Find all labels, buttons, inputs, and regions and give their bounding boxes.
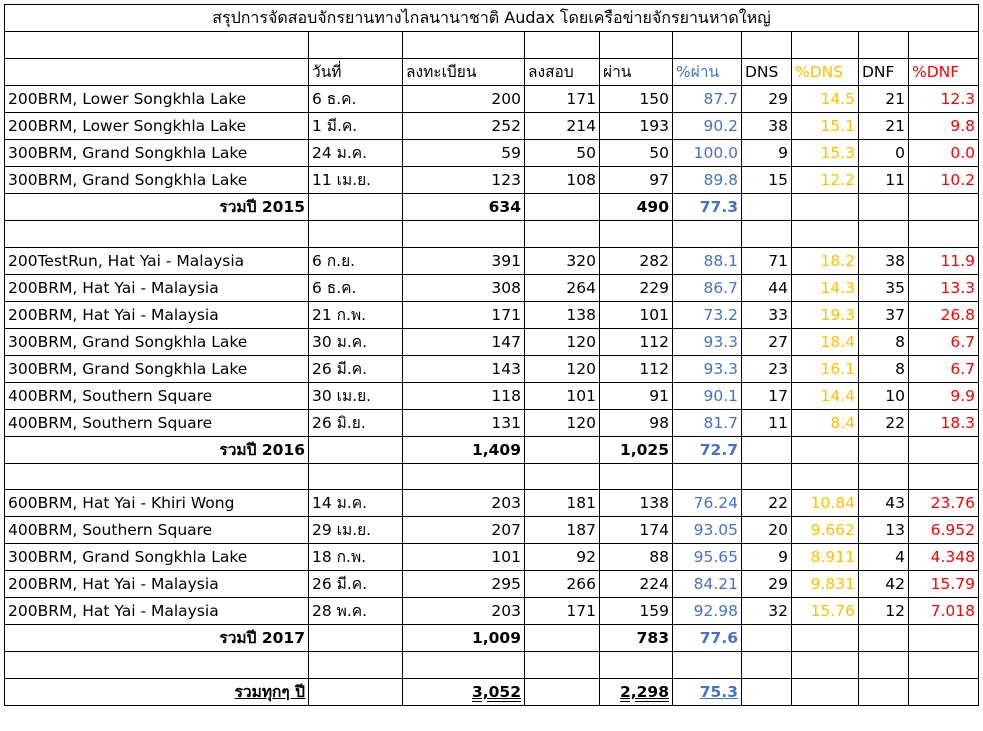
pct-dnf-cell[interactable]: 23.76: [909, 490, 979, 517]
dnf-cell[interactable]: 22: [859, 409, 909, 436]
pct-dns-cell[interactable]: 19.3: [792, 301, 859, 328]
started-cell[interactable]: 320: [525, 247, 600, 274]
table-row: [5, 382, 979, 409]
total-passed-text: 2,298: [619, 683, 669, 702]
started-cell[interactable]: 214: [525, 112, 600, 139]
started-cell[interactable]: 181: [525, 490, 600, 517]
blank-cell[interactable]: [859, 193, 909, 220]
blank-cell[interactable]: [309, 220, 403, 247]
total-passed[interactable]: 490: [600, 193, 673, 220]
blank-cell[interactable]: [792, 463, 859, 490]
dns-cell[interactable]: 29: [742, 85, 792, 112]
blank-row: [5, 32, 979, 59]
total-label[interactable]: [5, 679, 309, 706]
header-pct-dnf[interactable]: %DNF: [909, 58, 979, 85]
dnf-cell[interactable]: 8: [859, 328, 909, 355]
date-cell[interactable]: 6 ธ.ค.: [309, 274, 403, 301]
blank-cell[interactable]: [525, 193, 600, 220]
year-total-row: [5, 625, 979, 652]
dnf-cell[interactable]: 13: [859, 517, 909, 544]
pct-dns-cell[interactable]: 12.2: [792, 166, 859, 193]
dns-cell[interactable]: 17: [742, 382, 792, 409]
table-title[interactable]: สรุปการจัดสอบจักรยานทางไกลนานาชาติ Audax โดยเครือข่ายจักรยานหาดใหญ่: [5, 5, 979, 32]
blank-cell[interactable]: [742, 220, 792, 247]
blank-cell[interactable]: [525, 463, 600, 490]
dns-cell[interactable]: 29: [742, 571, 792, 598]
started-cell[interactable]: 50: [525, 139, 600, 166]
event-cell[interactable]: 600BRM, Hat Yai - Khiri Wong: [5, 490, 309, 517]
registered-cell[interactable]: 203: [403, 490, 525, 517]
pct-pass-cell[interactable]: 73.2: [673, 301, 742, 328]
blank-cell[interactable]: [742, 652, 792, 679]
header-event[interactable]: [5, 58, 309, 85]
blank-cell[interactable]: [792, 652, 859, 679]
passed-cell[interactable]: 138: [600, 490, 673, 517]
pct-dns-cell[interactable]: 8.4: [792, 409, 859, 436]
registered-cell[interactable]: 143: [403, 355, 525, 382]
started-cell[interactable]: 171: [525, 85, 600, 112]
event-cell[interactable]: 300BRM, Grand Songkhla Lake: [5, 166, 309, 193]
blank-cell[interactable]: [5, 220, 309, 247]
dnf-cell[interactable]: 11: [859, 166, 909, 193]
dnf-cell[interactable]: 37: [859, 301, 909, 328]
blank-row: [5, 463, 979, 490]
year-total-row: [5, 193, 979, 220]
pct-dnf-cell[interactable]: 9.8: [909, 112, 979, 139]
blank-cell[interactable]: [792, 220, 859, 247]
event-cell[interactable]: 200BRM, Hat Yai - Malaysia: [5, 301, 309, 328]
blank-cell[interactable]: [309, 32, 403, 59]
header-started[interactable]: ลงสอบ: [525, 58, 600, 85]
pct-dns-cell[interactable]: 15.1: [792, 112, 859, 139]
date-cell[interactable]: 29 เม.ย.: [309, 517, 403, 544]
title-row: [5, 5, 979, 32]
pct-dnf-cell[interactable]: 26.8: [909, 301, 979, 328]
pct-dns-cell[interactable]: 8.911: [792, 544, 859, 571]
passed-cell[interactable]: 98: [600, 409, 673, 436]
pct-pass-cell[interactable]: 95.65: [673, 544, 742, 571]
date-cell[interactable]: 1 มี.ค.: [309, 112, 403, 139]
total-pct-pass-text: 75.3: [699, 683, 738, 702]
passed-cell[interactable]: 50: [600, 139, 673, 166]
table-row: [5, 166, 979, 193]
blank-cell[interactable]: [525, 652, 600, 679]
registered-cell[interactable]: 118: [403, 382, 525, 409]
blank-cell[interactable]: [525, 436, 600, 463]
header-dns[interactable]: DNS: [742, 58, 792, 85]
blank-cell[interactable]: [792, 625, 859, 652]
dns-cell[interactable]: 27: [742, 328, 792, 355]
total-passed[interactable]: 783: [600, 625, 673, 652]
pct-dnf-cell[interactable]: 13.3: [909, 274, 979, 301]
pct-dns-cell[interactable]: 9.662: [792, 517, 859, 544]
started-cell[interactable]: 92: [525, 544, 600, 571]
blank-cell[interactable]: [309, 436, 403, 463]
blank-cell[interactable]: [309, 679, 403, 706]
date-cell[interactable]: 14 ม.ค.: [309, 490, 403, 517]
pct-pass-cell[interactable]: 93.3: [673, 355, 742, 382]
dnf-cell[interactable]: 42: [859, 571, 909, 598]
pct-pass-cell[interactable]: 90.1: [673, 382, 742, 409]
pct-pass-cell[interactable]: 93.3: [673, 328, 742, 355]
started-cell[interactable]: 138: [525, 301, 600, 328]
pct-dns-cell[interactable]: 9.831: [792, 571, 859, 598]
blank-cell[interactable]: [909, 32, 979, 59]
blank-cell[interactable]: [859, 32, 909, 59]
started-cell[interactable]: 120: [525, 328, 600, 355]
blank-cell[interactable]: [600, 463, 673, 490]
dns-cell[interactable]: 9: [742, 139, 792, 166]
table-row: [5, 274, 979, 301]
pct-dns-cell[interactable]: 15.3: [792, 139, 859, 166]
dnf-cell[interactable]: 21: [859, 85, 909, 112]
blank-cell[interactable]: [673, 220, 742, 247]
registered-cell[interactable]: 147: [403, 328, 525, 355]
total-registered[interactable]: 1,409: [403, 436, 525, 463]
passed-cell[interactable]: 193: [600, 112, 673, 139]
blank-cell[interactable]: [5, 463, 309, 490]
pct-dns-cell[interactable]: 18.4: [792, 328, 859, 355]
pct-dnf-cell[interactable]: 18.3: [909, 409, 979, 436]
header-registered[interactable]: ลงทะเบียน: [403, 58, 525, 85]
pct-dnf-cell[interactable]: 4.348: [909, 544, 979, 571]
year-total-row: [5, 436, 979, 463]
table-row: [5, 328, 979, 355]
started-cell[interactable]: 120: [525, 409, 600, 436]
started-cell[interactable]: 187: [525, 517, 600, 544]
header-pct-dns[interactable]: %DNS: [792, 58, 859, 85]
passed-cell[interactable]: 101: [600, 301, 673, 328]
pct-pass-cell[interactable]: 88.1: [673, 247, 742, 274]
event-cell[interactable]: 300BRM, Grand Songkhla Lake: [5, 544, 309, 571]
event-cell[interactable]: 400BRM, Southern Square: [5, 409, 309, 436]
passed-cell[interactable]: 150: [600, 85, 673, 112]
date-cell[interactable]: 26 มิ.ย.: [309, 409, 403, 436]
table-row: [5, 355, 979, 382]
passed-cell[interactable]: 159: [600, 598, 673, 625]
date-cell[interactable]: 26 มี.ค.: [309, 355, 403, 382]
blank-cell[interactable]: [309, 463, 403, 490]
date-cell[interactable]: 18 ก.พ.: [309, 544, 403, 571]
date-cell[interactable]: 6 ธ.ค.: [309, 85, 403, 112]
total-registered[interactable]: 634: [403, 193, 525, 220]
registered-cell[interactable]: 101: [403, 544, 525, 571]
table-row: [5, 517, 979, 544]
registered-cell[interactable]: 207: [403, 517, 525, 544]
blank-cell[interactable]: [859, 220, 909, 247]
blank-cell[interactable]: [525, 32, 600, 59]
passed-cell[interactable]: 112: [600, 328, 673, 355]
dns-cell[interactable]: 33: [742, 301, 792, 328]
date-cell[interactable]: 26 มี.ค.: [309, 571, 403, 598]
pct-pass-cell[interactable]: 92.98: [673, 598, 742, 625]
table-row: [5, 301, 979, 328]
event-cell[interactable]: 200BRM, Hat Yai - Malaysia: [5, 571, 309, 598]
blank-cell[interactable]: [309, 625, 403, 652]
date-cell[interactable]: 28 พ.ค.: [309, 598, 403, 625]
pct-pass-cell[interactable]: 86.7: [673, 274, 742, 301]
registered-cell[interactable]: 203: [403, 598, 525, 625]
event-cell[interactable]: 400BRM, Southern Square: [5, 382, 309, 409]
blank-cell[interactable]: [792, 32, 859, 59]
passed-cell[interactable]: 91: [600, 382, 673, 409]
blank-cell[interactable]: [859, 625, 909, 652]
total-pct-pass[interactable]: 77.6: [673, 625, 742, 652]
blank-cell[interactable]: [5, 652, 309, 679]
pct-dnf-cell[interactable]: 6.7: [909, 328, 979, 355]
dnf-cell[interactable]: 35: [859, 274, 909, 301]
event-cell[interactable]: 200BRM, Lower Songkhla Lake: [5, 85, 309, 112]
blank-cell[interactable]: [909, 679, 979, 706]
pct-dns-cell[interactable]: 16.1: [792, 355, 859, 382]
pct-dnf-cell[interactable]: 9.9: [909, 382, 979, 409]
blank-cell[interactable]: [525, 625, 600, 652]
table-row: [5, 598, 979, 625]
dns-cell[interactable]: 38: [742, 112, 792, 139]
registered-cell[interactable]: 200: [403, 85, 525, 112]
pct-dns-cell[interactable]: 15.76: [792, 598, 859, 625]
dnf-cell[interactable]: 0: [859, 139, 909, 166]
blank-cell[interactable]: [859, 652, 909, 679]
started-cell[interactable]: 266: [525, 571, 600, 598]
blank-row: [5, 220, 979, 247]
total-label[interactable]: รวมปี 2017: [5, 625, 309, 652]
started-cell[interactable]: 120: [525, 355, 600, 382]
blank-row: [5, 652, 979, 679]
date-cell[interactable]: 24 ม.ค.: [309, 139, 403, 166]
table-body: [5, 5, 979, 706]
blank-cell[interactable]: [600, 652, 673, 679]
blank-cell[interactable]: [742, 463, 792, 490]
started-cell[interactable]: 108: [525, 166, 600, 193]
dns-cell[interactable]: 20: [742, 517, 792, 544]
blank-cell[interactable]: [859, 436, 909, 463]
dns-cell[interactable]: 9: [742, 544, 792, 571]
total-label-text: รวมทุกๆ ปี: [234, 683, 305, 702]
total-pct-pass[interactable]: 72.7: [673, 436, 742, 463]
total-label[interactable]: รวมปี 2015: [5, 193, 309, 220]
blank-cell[interactable]: [859, 463, 909, 490]
summary-table: [4, 4, 979, 706]
blank-cell[interactable]: [792, 193, 859, 220]
pct-dnf-cell[interactable]: 15.79: [909, 571, 979, 598]
dnf-cell[interactable]: 8: [859, 355, 909, 382]
pct-dnf-cell[interactable]: 0.0: [909, 139, 979, 166]
pct-dns-cell[interactable]: 18.2: [792, 247, 859, 274]
total-registered-text: 3,052: [471, 683, 521, 702]
total-registered[interactable]: 1,009: [403, 625, 525, 652]
date-cell[interactable]: 21 ก.พ.: [309, 301, 403, 328]
pct-dns-cell[interactable]: 10.84: [792, 490, 859, 517]
pct-pass-cell[interactable]: 90.2: [673, 112, 742, 139]
dnf-cell[interactable]: 10: [859, 382, 909, 409]
passed-cell[interactable]: 112: [600, 355, 673, 382]
event-cell[interactable]: 200BRM, Hat Yai - Malaysia: [5, 598, 309, 625]
pct-pass-cell[interactable]: 76.24: [673, 490, 742, 517]
passed-cell[interactable]: 224: [600, 571, 673, 598]
passed-cell[interactable]: 174: [600, 517, 673, 544]
blank-cell[interactable]: [525, 220, 600, 247]
pct-dnf-cell[interactable]: 6.952: [909, 517, 979, 544]
registered-cell[interactable]: 171: [403, 301, 525, 328]
dns-cell[interactable]: 71: [742, 247, 792, 274]
event-cell[interactable]: 300BRM, Grand Songkhla Lake: [5, 328, 309, 355]
blank-cell[interactable]: [742, 625, 792, 652]
pct-dnf-cell[interactable]: 11.9: [909, 247, 979, 274]
dns-cell[interactable]: 22: [742, 490, 792, 517]
blank-cell[interactable]: [909, 652, 979, 679]
event-cell[interactable]: 300BRM, Grand Songkhla Lake: [5, 355, 309, 382]
date-cell[interactable]: 30 ม.ค.: [309, 328, 403, 355]
pct-dnf-cell[interactable]: 6.7: [909, 355, 979, 382]
blank-cell[interactable]: [742, 193, 792, 220]
header-pct-pass[interactable]: %ผ่าน: [673, 58, 742, 85]
blank-cell[interactable]: [600, 220, 673, 247]
event-cell[interactable]: 200TestRun, Hat Yai - Malaysia: [5, 247, 309, 274]
blank-cell[interactable]: [909, 193, 979, 220]
blank-cell[interactable]: [525, 679, 600, 706]
pct-pass-cell[interactable]: 89.8: [673, 166, 742, 193]
table-row: [5, 409, 979, 436]
pct-pass-cell[interactable]: 81.7: [673, 409, 742, 436]
started-cell[interactable]: 171: [525, 598, 600, 625]
dnf-cell[interactable]: 43: [859, 490, 909, 517]
dnf-cell[interactable]: 4: [859, 544, 909, 571]
header-date[interactable]: วันที่: [309, 58, 403, 85]
dns-cell[interactable]: 11: [742, 409, 792, 436]
table-row: [5, 544, 979, 571]
dns-cell[interactable]: 32: [742, 598, 792, 625]
passed-cell[interactable]: 97: [600, 166, 673, 193]
blank-cell[interactable]: [792, 436, 859, 463]
header-dnf[interactable]: DNF: [859, 58, 909, 85]
event-cell[interactable]: 300BRM, Grand Songkhla Lake: [5, 139, 309, 166]
registered-cell[interactable]: 131: [403, 409, 525, 436]
total-pct-pass[interactable]: [673, 679, 742, 706]
blank-cell[interactable]: [403, 652, 525, 679]
dnf-cell[interactable]: 38: [859, 247, 909, 274]
started-cell[interactable]: 264: [525, 274, 600, 301]
date-cell[interactable]: 6 ก.ย.: [309, 247, 403, 274]
total-passed[interactable]: [600, 679, 673, 706]
blank-cell[interactable]: [673, 652, 742, 679]
pct-dnf-cell[interactable]: 7.018: [909, 598, 979, 625]
table-row: [5, 85, 979, 112]
pct-dnf-cell[interactable]: 10.2: [909, 166, 979, 193]
blank-cell[interactable]: [403, 32, 525, 59]
blank-cell[interactable]: [5, 32, 309, 59]
date-cell[interactable]: 11 เม.ย.: [309, 166, 403, 193]
total-label[interactable]: รวมปี 2016: [5, 436, 309, 463]
blank-cell[interactable]: [909, 220, 979, 247]
pct-pass-cell[interactable]: 84.21: [673, 571, 742, 598]
blank-cell[interactable]: [742, 436, 792, 463]
blank-cell[interactable]: [909, 436, 979, 463]
passed-cell[interactable]: 229: [600, 274, 673, 301]
grand-total-row: [5, 679, 979, 706]
blank-cell[interactable]: [600, 32, 673, 59]
table-row: [5, 490, 979, 517]
passed-cell[interactable]: 282: [600, 247, 673, 274]
blank-cell[interactable]: [909, 463, 979, 490]
registered-cell[interactable]: 123: [403, 166, 525, 193]
total-registered[interactable]: [403, 679, 525, 706]
registered-cell[interactable]: 252: [403, 112, 525, 139]
header-row: [5, 58, 979, 85]
total-passed[interactable]: 1,025: [600, 436, 673, 463]
blank-cell[interactable]: [673, 463, 742, 490]
date-cell[interactable]: 30 เม.ย.: [309, 382, 403, 409]
blank-cell[interactable]: [673, 32, 742, 59]
registered-cell[interactable]: 391: [403, 247, 525, 274]
blank-cell[interactable]: [859, 679, 909, 706]
blank-cell[interactable]: [909, 625, 979, 652]
registered-cell[interactable]: 59: [403, 139, 525, 166]
dns-cell[interactable]: 15: [742, 166, 792, 193]
pct-pass-cell[interactable]: 93.05: [673, 517, 742, 544]
pct-dns-cell[interactable]: 14.5: [792, 85, 859, 112]
passed-cell[interactable]: 88: [600, 544, 673, 571]
pct-dns-cell[interactable]: 14.3: [792, 274, 859, 301]
dnf-cell[interactable]: 12: [859, 598, 909, 625]
header-passed[interactable]: ผ่าน: [600, 58, 673, 85]
pct-dns-cell[interactable]: 14.4: [792, 382, 859, 409]
pct-pass-cell[interactable]: 100.0: [673, 139, 742, 166]
blank-cell[interactable]: [309, 652, 403, 679]
table-row: [5, 139, 979, 166]
pct-pass-cell[interactable]: 87.7: [673, 85, 742, 112]
event-cell[interactable]: 200BRM, Hat Yai - Malaysia: [5, 274, 309, 301]
blank-cell[interactable]: [309, 193, 403, 220]
table-row: [5, 112, 979, 139]
event-cell[interactable]: 200BRM, Lower Songkhla Lake: [5, 112, 309, 139]
blank-cell[interactable]: [403, 463, 525, 490]
dns-cell[interactable]: 23: [742, 355, 792, 382]
blank-cell[interactable]: [742, 32, 792, 59]
blank-cell[interactable]: [792, 679, 859, 706]
registered-cell[interactable]: 308: [403, 274, 525, 301]
registered-cell[interactable]: 295: [403, 571, 525, 598]
blank-cell[interactable]: [742, 679, 792, 706]
dnf-cell[interactable]: 21: [859, 112, 909, 139]
pct-dnf-cell[interactable]: 12.3: [909, 85, 979, 112]
total-pct-pass[interactable]: 77.3: [673, 193, 742, 220]
table-row: [5, 571, 979, 598]
dns-cell[interactable]: 44: [742, 274, 792, 301]
table-row: [5, 247, 979, 274]
blank-cell[interactable]: [403, 220, 525, 247]
event-cell[interactable]: 400BRM, Southern Square: [5, 517, 309, 544]
started-cell[interactable]: 101: [525, 382, 600, 409]
